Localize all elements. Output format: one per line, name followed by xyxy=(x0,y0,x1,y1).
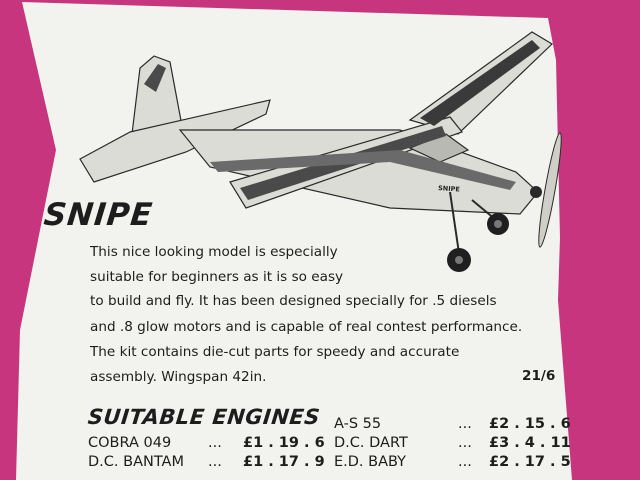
engines-heading: SUITABLE ENGINES xyxy=(86,405,322,429)
engine-price: £3 . 4 . 11 xyxy=(489,435,571,451)
product-title: SNIPE xyxy=(42,197,155,233)
description-line: The kit contains die-cut parts for speedy and accurate xyxy=(90,344,460,360)
engine-name: COBRA 049 xyxy=(88,435,172,451)
engine-name: A-S 55 xyxy=(334,416,382,432)
engine-name: D.C. DART xyxy=(334,435,408,451)
engine-leader-dots: ... xyxy=(458,454,472,470)
engine-leader-dots: ... xyxy=(208,454,222,470)
engine-name: D.C. BANTAM xyxy=(88,454,184,470)
engine-price: £2 . 17 . 5 xyxy=(489,454,571,470)
fuselage-lettering: SNIPE xyxy=(437,184,461,194)
engine-price: £2 . 15 . 6 xyxy=(489,416,571,432)
description-line: This nice looking model is especially xyxy=(90,244,338,260)
engine-name: E.D. BABY xyxy=(334,454,407,470)
description-line: assembly. Wingspan 42in. xyxy=(90,369,267,385)
engine-leader-dots: ... xyxy=(208,435,222,451)
engine-price: £1 . 19 . 6 xyxy=(243,435,325,451)
engine-leader-dots: ... xyxy=(458,435,472,451)
description-line: and .8 glow motors and is capable of real contest performance. xyxy=(90,319,523,335)
kit-price: 21/6 xyxy=(522,368,556,384)
engine-leader-dots: ... xyxy=(458,416,472,432)
description-line: to build and fly. It has been designed specially for .5 diesels xyxy=(90,293,497,309)
model-airplane-illustration xyxy=(70,22,570,280)
description-line: suitable for beginners as it is so easy xyxy=(90,269,344,285)
engine-price: £1 . 17 . 9 xyxy=(243,454,325,470)
